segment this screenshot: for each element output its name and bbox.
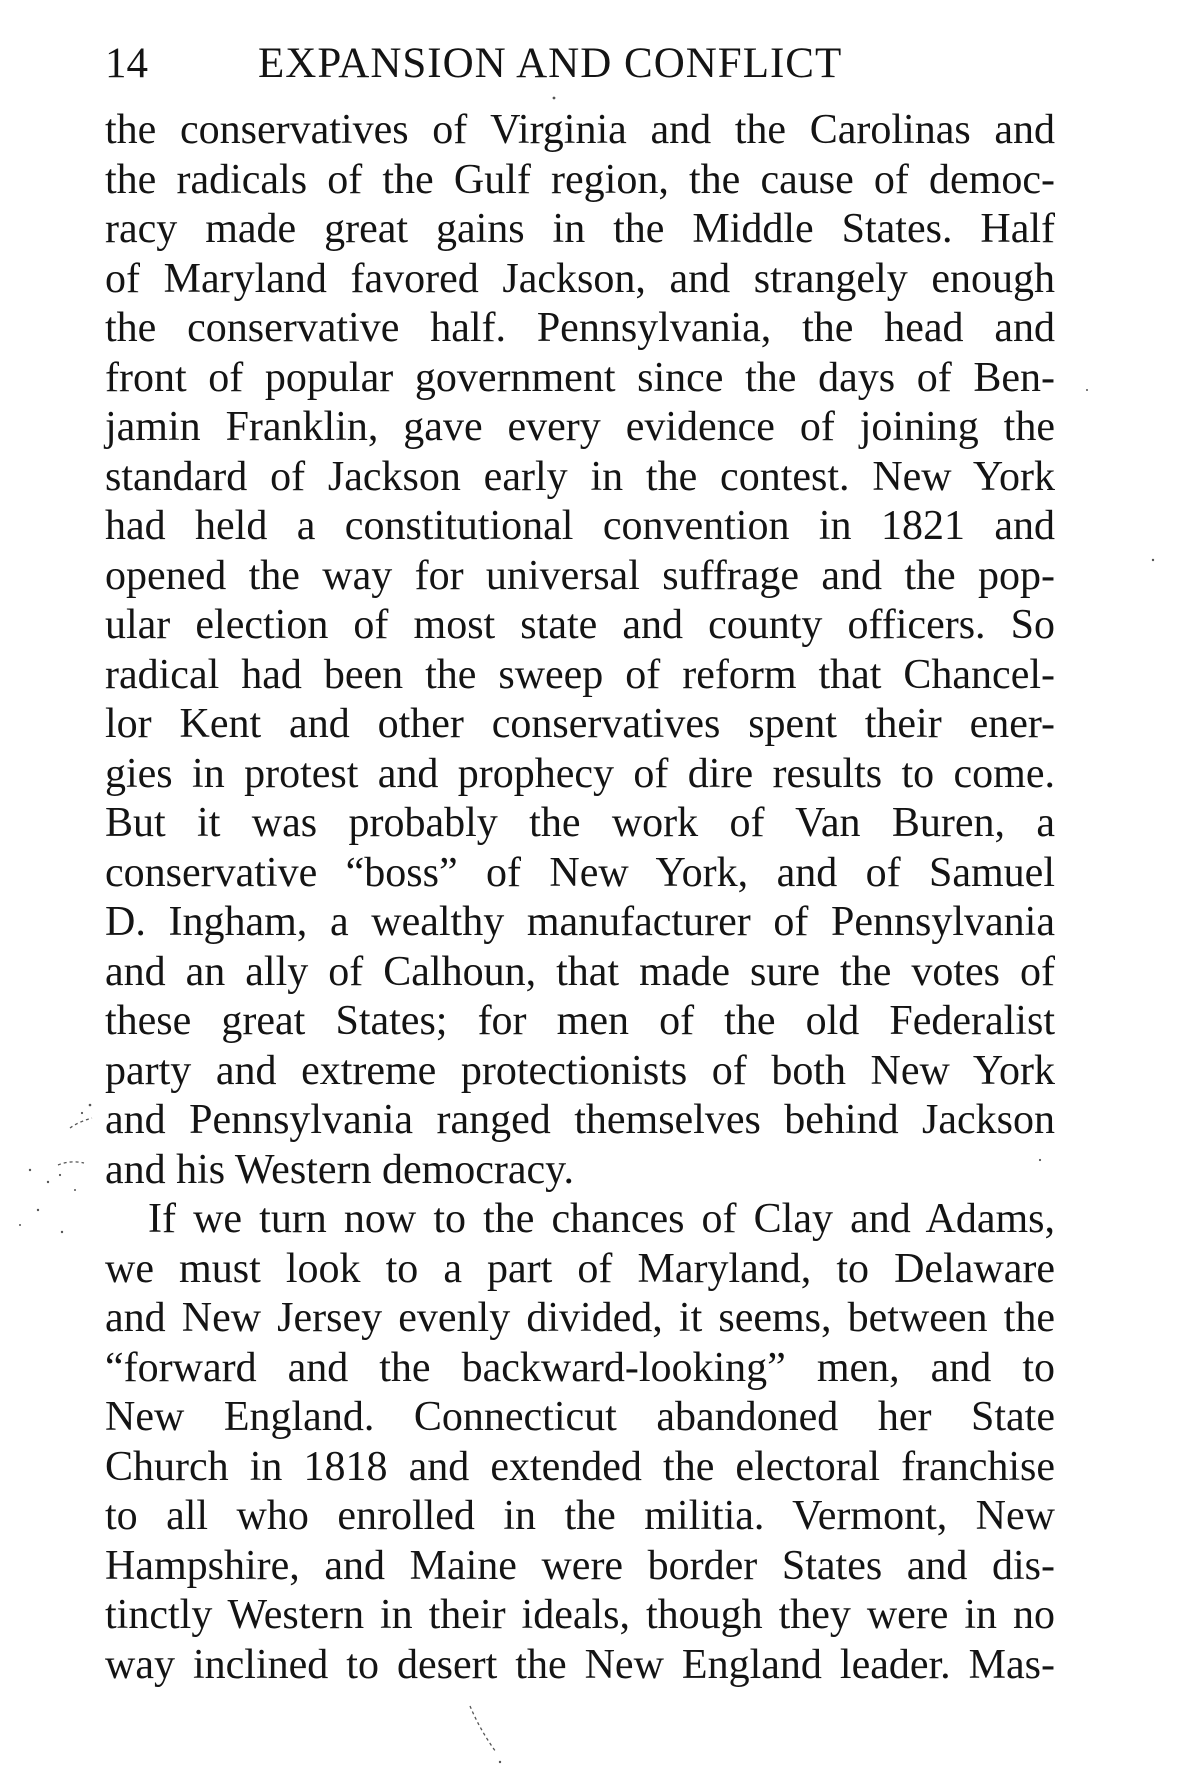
text-line: jamin Franklin, gave every evidence of joining the bbox=[105, 404, 1055, 450]
text-line: the conservatives of Virginia and the Carolinas and bbox=[105, 107, 1055, 153]
text-line: D. Ingham, a wealthy manufacturer of Pennsylvania bbox=[105, 899, 1055, 945]
paragraph-start-line: If we turn now to the chances of Clay and Adams, bbox=[148, 1196, 1055, 1242]
paragraph-end-line: and his Western democracy. bbox=[105, 1146, 574, 1193]
text-line: we must look to a part of Maryland, to Delaware bbox=[105, 1245, 1055, 1292]
body-text bbox=[105, 106, 1055, 1690]
text-line: opened the way for universal suffrage and the pop- bbox=[105, 552, 1055, 599]
text-line: ular election of most state and county officers. So bbox=[105, 602, 1055, 648]
text-line: But it was probably the work of Van Buren, a bbox=[105, 800, 1055, 846]
text-line: of Maryland favored Jackson, and strangely enough bbox=[105, 255, 1055, 302]
text-line: radical had been the sweep of reform that Chancel- bbox=[105, 651, 1055, 698]
text-line: racy made great gains in the Middle States. Half bbox=[105, 206, 1055, 252]
text-line: front of popular government since the days of Ben- bbox=[105, 354, 1055, 401]
text-line: tinctly Western in their ideals, though they were in no bbox=[105, 1592, 1055, 1638]
text-line: party and extreme protectionists of both New York bbox=[105, 1047, 1055, 1094]
text-line: New England. Connecticut abandoned her State bbox=[105, 1394, 1055, 1440]
text-line: to all who enrolled in the militia. Vermont, New bbox=[105, 1493, 1055, 1539]
text-line: standard of Jackson early in the contest. New York bbox=[105, 453, 1055, 500]
text-line: Hampshire, and Maine were border States and dis- bbox=[105, 1542, 1055, 1589]
running-title: EXPANSION AND CONFLICT bbox=[258, 40, 843, 87]
text-line: “forward and the backward-looking” men, and to bbox=[105, 1344, 1055, 1391]
text-line: the radicals of the Gulf region, the cause of democ- bbox=[105, 156, 1055, 203]
running-head bbox=[105, 34, 1055, 94]
text-line: way inclined to desert the New England leader. Mas- bbox=[105, 1641, 1055, 1688]
text-line: these great States; for men of the old Federalist bbox=[105, 998, 1055, 1044]
page-number: 14 bbox=[105, 40, 148, 87]
text-line: and New Jersey evenly divided, it seems, between the bbox=[105, 1295, 1055, 1341]
text-line: and Pennsylvania ranged themselves behind Jackson bbox=[105, 1097, 1055, 1143]
text-line: gies in protest and prophecy of dire results to come. bbox=[105, 750, 1055, 797]
text-line: Church in 1818 and extended the electoral franchise bbox=[105, 1443, 1055, 1490]
text-line: lor Kent and other conservatives spent their ener- bbox=[105, 701, 1055, 747]
text-line: the conservative half. Pennsylvania, the head and bbox=[105, 305, 1055, 351]
text-line: conservative “boss” of New York, and of Samuel bbox=[105, 849, 1055, 896]
text-line: had held a constitutional convention in 1821 and bbox=[105, 503, 1055, 549]
text-line: and an ally of Calhoun, that made sure the votes of bbox=[105, 948, 1055, 995]
